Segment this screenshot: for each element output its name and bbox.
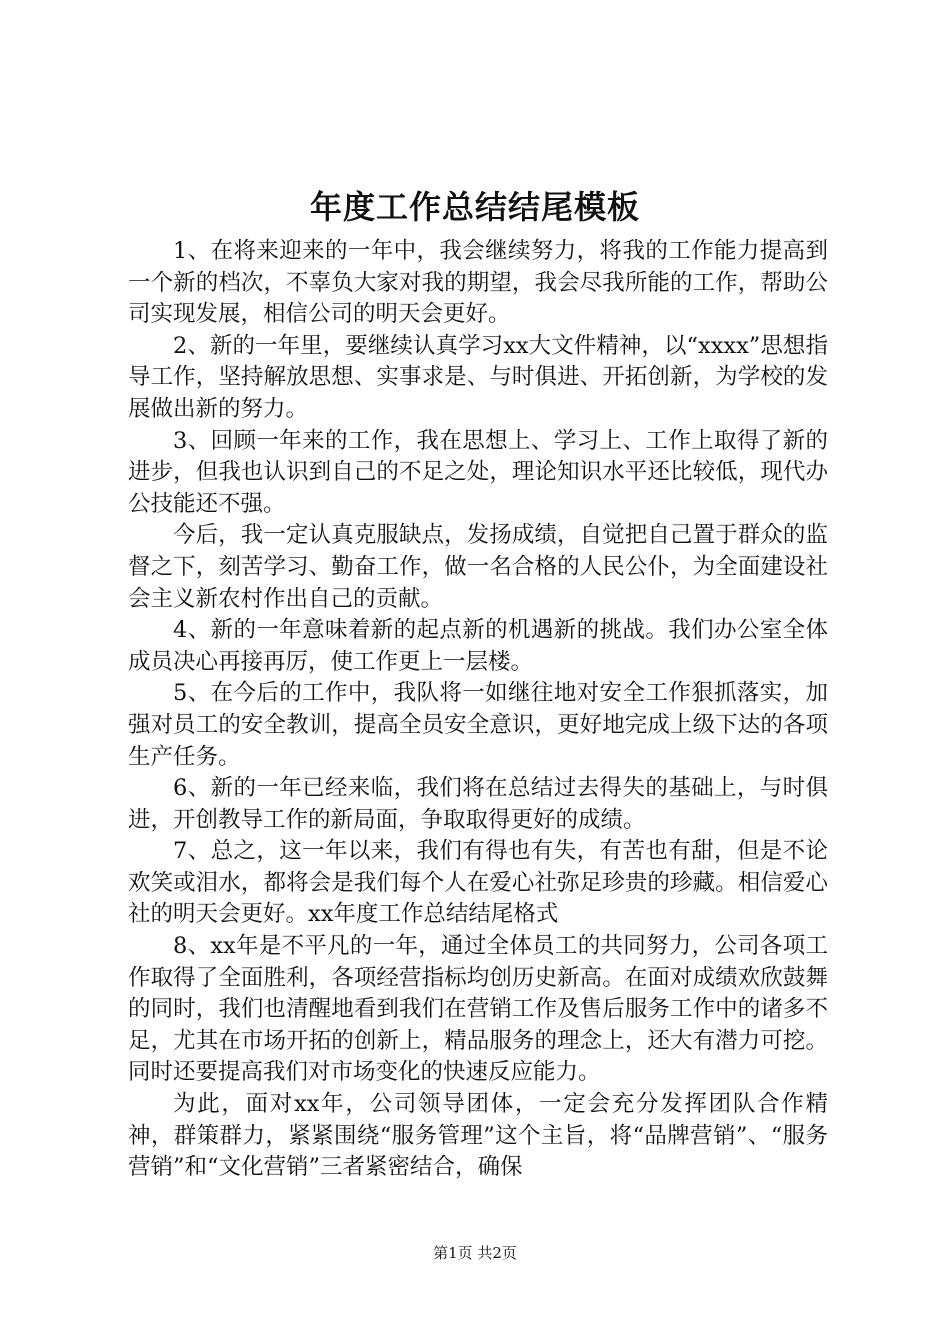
paragraph-10: 为此，面对xx年，公司领导团体，一定会充分发挥团队合作精神，群策群力，紧紧围绕“服务管理”这个主旨，将“品牌营销”、“服务营销”和“文化营销”三者紧密结合，确保 xyxy=(128,1091,828,1181)
document-body xyxy=(128,236,828,1184)
paragraph-9: 8、xx年是不平凡的一年，通过全体员工的共同努力，公司各项工作取得了全面胜利，各项经营指标均创历史新高。在面对成绩欢欣鼓舞的同时，我们也清醒地看到我们在营销工作及售后服务工作中的诸多不足，尤其在市场开拓的创新上，精品服务的理念上，还大有潜力可挖。同时还要提高我们对市场变化的快速反应能力。 xyxy=(128,933,828,1086)
paragraph-2: 2、新的一年里，要继续认真学习xx大文件精神，以“xxxx”思想指导工作，坚持解放思想、实事求是、与时俱进、开拓创新，为学校的发展做出新的努力。 xyxy=(128,332,828,422)
document-title: 年度工作总结结尾模板 xyxy=(309,188,640,226)
paragraph-1: 1、在将来迎来的一年中，我会继续努力，将我的工作能力提高到一个新的档次，不辜负大家对我的期望，我会尽我所能的工作，帮助公司实现发展，相信公司的明天会更好。 xyxy=(128,238,828,328)
paragraph-8: 7、总之，这一年以来，我们有得也有失，有苦也有甜，但是不论欢笑或泪水，都将会是我们每个人在爱心社弥足珍贵的珍藏。相信爱心社的明天会更好。xx年度工作总结结尾格式 xyxy=(128,838,828,928)
paragraph-3: 3、回顾一年来的工作，我在思想上、学习上、工作上取得了新的进步，但我也认识到自己的不足之处，理论知识水平还比较低，现代办公技能还不强。 xyxy=(128,427,828,517)
paragraph-7: 6、新的一年已经来临，我们将在总结过去得失的基础上，与时俱进，开创教导工作的新局面，争取取得更好的成绩。 xyxy=(128,775,828,833)
paragraph-4: 今后，我一定认真克服缺点，发扬成绩，自觉把自己置于群众的监督之下，刻苦学习、勤奋工作，做一名合格的人民公仆，为全面建设社会主义新农村作出自己的贡献。 xyxy=(128,522,828,612)
page-number-footer: 第1页 共2页 xyxy=(433,1244,517,1262)
paragraph-6: 5、在今后的工作中，我队将一如继往地对安全工作狠抓落实，加强对员工的安全教训，提高全员安全意识，更好地完成上级下达的各项生产任务。 xyxy=(128,680,828,770)
paragraph-5: 4、新的一年意味着新的起点新的机遇新的挑战。我们办公室全体成员决心再接再厉，使工作更上一层楼。 xyxy=(128,617,828,675)
